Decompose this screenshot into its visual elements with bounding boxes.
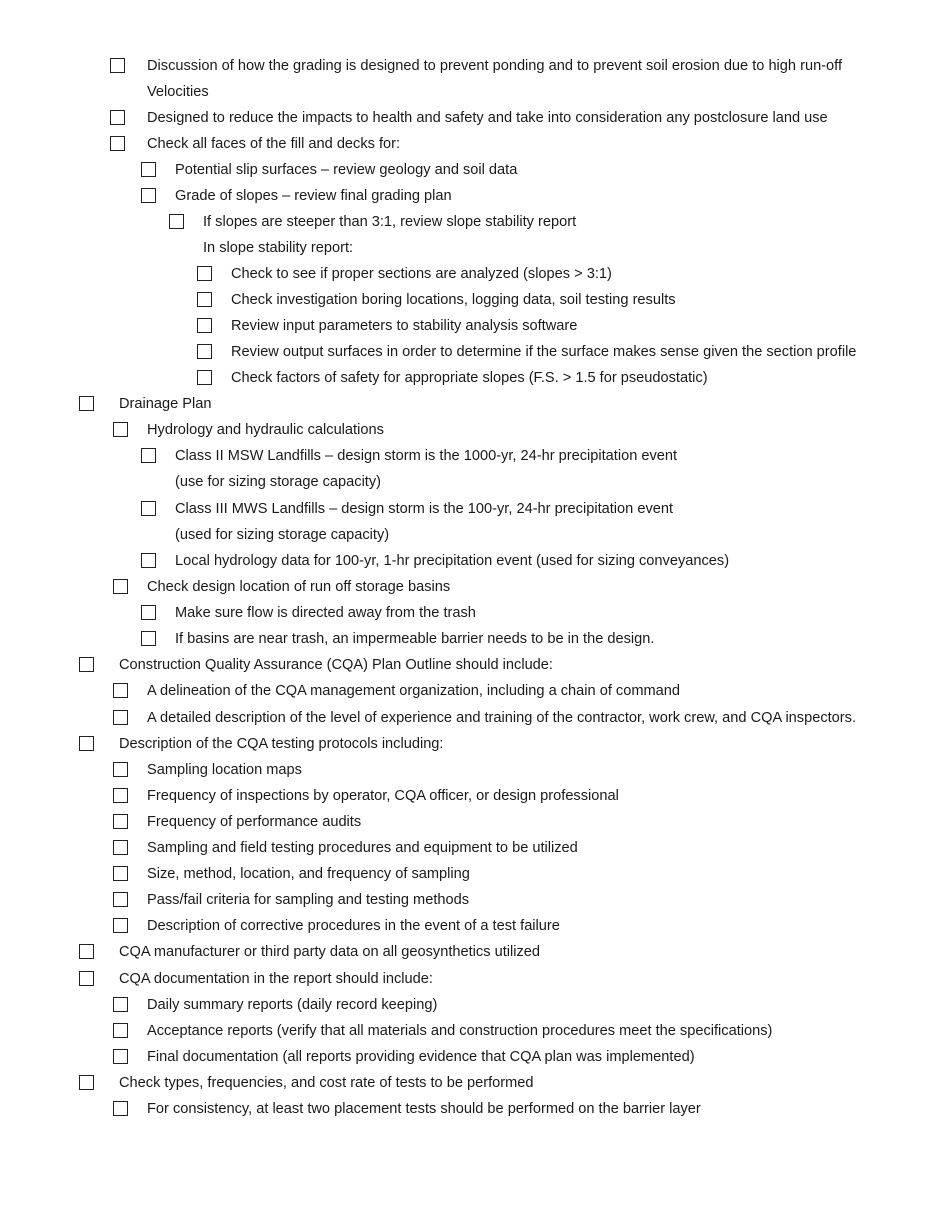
checklist-item-text: Check factors of safety for appropriate slopes (F.S. > 1.5 for pseudostatic) (231, 370, 708, 386)
checklist-item-text: Make sure flow is directed away from the trash (175, 605, 476, 621)
checkbox[interactable] (110, 136, 125, 151)
checklist-item-text: If slopes are steeper than 3:1, review slope stability report (203, 214, 577, 230)
checklist-item-text: Check design location of run off storage basins (147, 579, 451, 595)
checklist-item-text: For consistency, at least two placement tests should be performed on the barrier layer (147, 1101, 701, 1117)
checklist-item-text: Frequency of inspections by operator, CQA officer, or design professional (147, 788, 619, 804)
checkbox[interactable] (113, 1049, 128, 1064)
checkbox[interactable] (113, 918, 128, 933)
checklist-item-text: Discussion of how the grading is designed to prevent ponding and to prevent soil erosion due to high run-off (147, 58, 843, 74)
checklist-item-text: Hydrology and hydraulic calculations (147, 422, 384, 438)
checkbox[interactable] (113, 892, 128, 907)
checkbox[interactable] (113, 579, 128, 594)
checklist-item-text: If basins are near trash, an impermeable barrier needs to be in the design. (175, 631, 655, 647)
checkbox[interactable] (113, 1023, 128, 1038)
checklist-item-text: Designed to reduce the impacts to health and safety and take into consideration any postclosure land use (147, 110, 828, 126)
checklist-item-text: Sampling location maps (147, 762, 302, 778)
checkbox[interactable] (113, 840, 128, 855)
checkbox[interactable] (113, 762, 128, 777)
checklist-item-text: Check all faces of the fill and decks for: (147, 136, 401, 152)
checkbox[interactable] (141, 501, 156, 516)
checkbox[interactable] (113, 422, 128, 437)
checklist-item-text: In slope stability report: (203, 240, 354, 256)
checkbox[interactable] (113, 814, 128, 829)
checkbox[interactable] (79, 1075, 94, 1090)
checkbox[interactable] (79, 396, 94, 411)
checkbox[interactable] (141, 553, 156, 568)
checkbox[interactable] (141, 162, 156, 177)
checklist-item-text: Description of corrective procedures in the event of a test failure (147, 918, 560, 934)
checklist-item-continuation: (used for sizing storage capacity) (175, 527, 390, 543)
checkbox[interactable] (141, 188, 156, 203)
checklist-item-text: Pass/fail criteria for sampling and testing methods (147, 892, 470, 908)
checklist-item-text: Drainage Plan (119, 396, 212, 412)
checklist-item-text: A delineation of the CQA management organization, including a chain of command (147, 683, 681, 699)
checklist-item-continuation: Velocities (147, 84, 209, 100)
checkbox[interactable] (141, 605, 156, 620)
checklist-item-text: Check to see if proper sections are analyzed (slopes > 3:1) (231, 266, 612, 282)
checklist-item-text: Size, method, location, and frequency of sampling (147, 866, 470, 882)
checkbox[interactable] (113, 866, 128, 881)
checklist-item-text: Acceptance reports (verify that all materials and construction procedures meet the specifications) (147, 1023, 773, 1039)
checkbox[interactable] (169, 214, 184, 229)
checklist-item-text: Construction Quality Assurance (CQA) Plan Outline should include: (119, 657, 553, 673)
checkbox[interactable] (110, 58, 125, 73)
checklist-item-text: A detailed description of the level of experience and training of the contractor, work crew, and CQA inspectors. (147, 710, 857, 726)
checkbox[interactable] (197, 292, 212, 307)
checklist-item-text: Frequency of performance audits (147, 814, 362, 830)
checklist-item-text: Check types, frequencies, and cost rate of tests to be performed (119, 1075, 534, 1091)
checkbox[interactable] (113, 788, 128, 803)
checklist-item-text: Check investigation boring locations, logging data, soil testing results (231, 292, 676, 308)
checkbox[interactable] (113, 1101, 128, 1116)
checkbox[interactable] (113, 710, 128, 725)
checklist-item-text: Local hydrology data for 100-yr, 1-hr precipitation event (used for sizing conveyances) (175, 553, 730, 569)
checklist-item-text: Review input parameters to stability analysis software (231, 318, 578, 334)
checklist-item-continuation: (use for sizing storage capacity) (175, 474, 382, 490)
checklist-item-text: Class II MSW Landfills – design storm is the 1000-yr, 24-hr precipitation event (175, 448, 678, 464)
checklist-item-text: Grade of slopes – review final grading plan (175, 188, 452, 204)
checkbox[interactable] (79, 971, 94, 986)
checkbox[interactable] (79, 736, 94, 751)
checkbox[interactable] (141, 631, 156, 646)
checklist-item-text: Daily summary reports (daily record keeping) (147, 997, 438, 1013)
checklist-item-text: Class III MWS Landfills – design storm is the 100-yr, 24-hr precipitation event (175, 501, 674, 517)
checkbox[interactable] (79, 944, 94, 959)
checkbox[interactable] (197, 318, 212, 333)
checkbox[interactable] (197, 344, 212, 359)
checklist-item-text: Potential slip surfaces – review geology and soil data (175, 162, 518, 178)
checkbox[interactable] (113, 683, 128, 698)
checkbox[interactable] (141, 448, 156, 463)
checklist-item-text: Description of the CQA testing protocols including: (119, 736, 444, 752)
checklist-item-text: Sampling and field testing procedures and equipment to be utilized (147, 840, 578, 856)
checklist-item-text: Final documentation (all reports providing evidence that CQA plan was implemented) (147, 1049, 695, 1065)
checklist-item-text: CQA manufacturer or third party data on all geosynthetics utilized (119, 944, 541, 960)
checkbox[interactable] (113, 997, 128, 1012)
checkbox[interactable] (197, 370, 212, 385)
checkbox[interactable] (79, 657, 94, 672)
checkbox[interactable] (110, 110, 125, 125)
checklist-item-text: Review output surfaces in order to determine if the surface makes sense given the section profile (231, 344, 857, 360)
checklist-item-text: CQA documentation in the report should include: (119, 971, 433, 987)
checkbox[interactable] (197, 266, 212, 281)
